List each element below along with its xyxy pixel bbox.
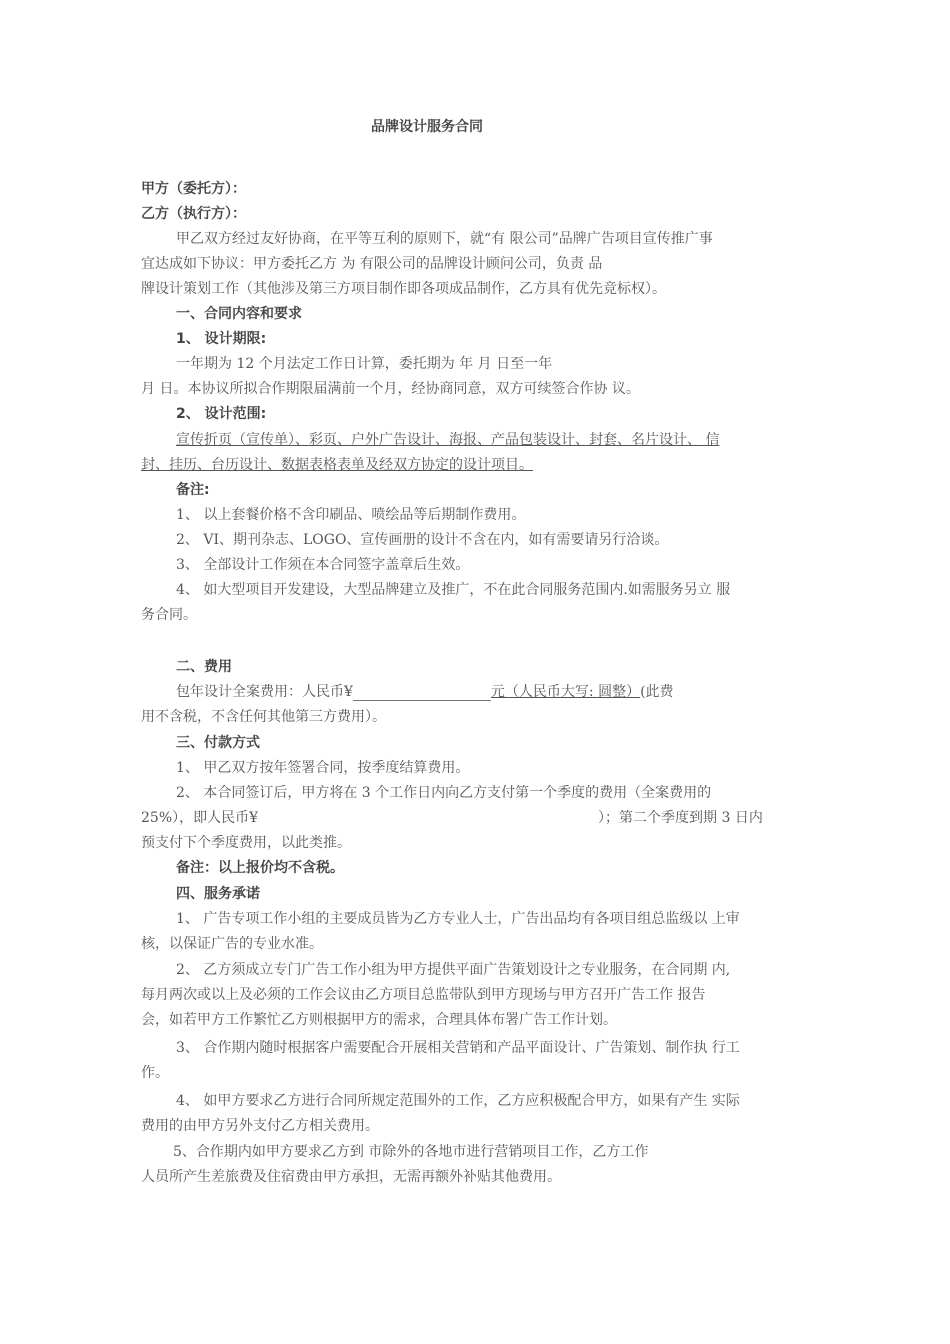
payment-note: 备注：以上报价均不含税。: [176, 860, 344, 876]
promise-1-line-2: 核，以保证广告的专业水准。: [141, 936, 323, 952]
document-title: 品牌设计服务合同: [371, 119, 483, 135]
fee-amount-blank: [353, 686, 491, 701]
promise-4-line-2: 费用的由甲方另外支付乙方相关费用。: [141, 1118, 379, 1134]
promise-4-line-1: 4、 如甲方要求乙方进行合同所规定范围外的工作，乙方应积极配合甲方，如果有产生 实际: [176, 1093, 740, 1109]
section-2-heading: 二、费用: [176, 659, 232, 675]
payment-2-line-3: 预支付下个季度费用，以此类推。: [141, 835, 351, 851]
intro-line-3: 牌设计策划工作（其他涉及第三方项目制作即各项成品制作，乙方具有优先竞标权）。: [141, 281, 666, 297]
note-3: 3、 全部设计工作须在本合同签字盖章后生效。: [176, 557, 470, 573]
section-4-heading: 四、服务承诺: [176, 886, 260, 902]
design-period-line-1: 一年期为 12 个月法定工作日计算，委托期为 年 月 日至一年: [176, 356, 553, 372]
payment-amount-label: 25%），即人民币¥: [141, 810, 259, 826]
section-3-heading: 三、付款方式: [176, 735, 260, 751]
fee-capital-label: 元（人民币大写: 圆整）: [490, 684, 641, 700]
promise-3-line-1: 3、 合作期内随时根据客户需要配合开展相关营销和产品平面设计、广告策划、制作执 行工: [176, 1040, 740, 1056]
fee-note-start: (此费: [640, 684, 674, 700]
fee-label: 包年设计全案费用：人民币¥: [176, 684, 353, 700]
note-2: 2、 VI、期刊杂志、LOGO、宣传画册的设计不含在内，如有需要请另行洽谈。: [176, 532, 669, 548]
intro-line-2: 宜达成如下协议：甲方委托乙方 为 有限公司的品牌设计顾问公司，负责 品: [141, 256, 603, 272]
design-scope-heading: 2、 设计范围:: [176, 406, 267, 422]
design-scope-line-2: 封、挂历、台历设计、数据表格表单及经双方协定的设计项目。: [141, 457, 533, 473]
payment-2-line-1: 2、 本合同签订后，甲方将在 3 个工作日内向乙方支付第一个季度的费用（全案费用的: [176, 785, 712, 801]
note-4-cont: 务合同。: [141, 607, 197, 623]
party-b-label: 乙方（执行方）：: [141, 206, 246, 222]
promise-5-line-1: 5、合作期内如甲方要求乙方到 市除外的各地市进行营销项目工作，乙方工作: [173, 1144, 649, 1160]
notes-heading: 备注:: [176, 482, 210, 498]
section-1-heading: 一、合同内容和要求: [176, 306, 302, 322]
design-period-line-2: 月 日。本协议所拟合作期限届满前一个月，经协商同意，双方可续签合作协 议。: [141, 381, 640, 397]
promise-2-line-1: 2、 乙方须成立专门广告工作小组为甲方提供平面广告策划设计之专业服务，在合同期 内,: [176, 962, 731, 978]
payment-1: 1、 甲乙双方按年签署合同，按季度结算费用。: [176, 760, 470, 776]
fee-line-1: [176, 683, 674, 701]
party-a-label: 甲方（委托方）：: [141, 181, 246, 197]
payment-2-cont: ）；第二个季度到期 3 日内: [598, 810, 763, 826]
promise-5-line-2: 人员所产生差旅费及住宿费由甲方承担，无需再额外补贴其他费用。: [141, 1169, 561, 1185]
promise-2-line-2: 每月两次或以上及必须的工作会议由乙方项目总监带队到甲方现场与甲方召开广告工作 报告: [141, 987, 706, 1003]
promise-3-line-2: 作。: [141, 1065, 169, 1081]
promise-2-line-3: 会，如若甲方工作繁忙乙方则根据甲方的需求，合理具体布署广告工作计划。: [141, 1012, 617, 1028]
promise-1-line-1: 1、 广告专项工作小组的主要成员皆为乙方专业人士，广告出品均有各项目组总监级以 上审: [176, 911, 740, 927]
design-scope-line-1: 宣传折页（宣传单）、彩页、户外广告设计、海报、产品包装设计、封套、名片设计、 信: [176, 432, 720, 448]
design-period-heading: 1、 设计期限:: [176, 331, 267, 347]
fee-line-2: 用不含税，不含任何其他第三方费用）。: [141, 709, 386, 725]
note-4: 4、 如大型项目开发建设，大型品牌建立及推广，不在此合同服务范围内.如需服务另立 服: [176, 582, 731, 598]
intro-line-1: 甲乙双方经过友好协商，在平等互利的原则下，就“有 限公司”品牌广告项目宣传推广事: [176, 231, 713, 247]
payment-2-line-2: [141, 809, 763, 827]
note-1: 1、 以上套餐价格不含印刷品、喷绘品等后期制作费用。: [176, 507, 526, 523]
